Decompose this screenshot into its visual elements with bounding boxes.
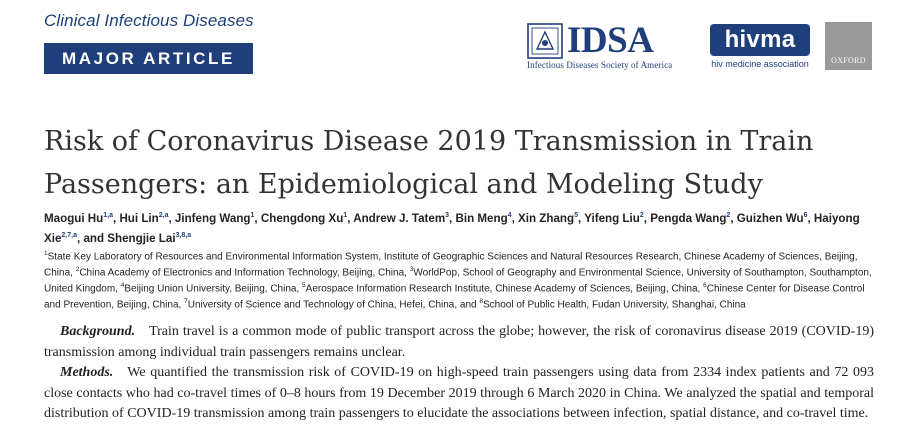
author-name: Yifeng Liu [584, 211, 640, 225]
affiliation-number: 2 [75, 266, 80, 274]
author-affiliation-ref[interactable]: 1,a [103, 212, 113, 219]
abstract [44, 322, 874, 425]
affiliation-text: Aerospace Information Research Institute, Chinese Academy of Sciences, Beijing, China, [305, 283, 704, 295]
idsa-seal-icon [527, 23, 563, 59]
affiliation-text: School of Public Health, Fudan University, Shanghai, China [483, 299, 746, 311]
author-name: Jinfeng Wang [174, 211, 251, 225]
author-affiliation-ref[interactable]: 4 [507, 212, 512, 219]
affiliation-number: 3 [409, 266, 414, 274]
affiliation-number: 4 [120, 282, 125, 290]
affiliation-list [44, 248, 884, 313]
author-name: Guizhen Wu [736, 211, 804, 225]
author-affiliation-ref[interactable]: 1 [343, 212, 348, 219]
abstract-text: Train travel is a common mode of public transport across the globe; however, the risk of coronavirus disease 2019 (COVID-19) transmission among individual train passengers remains unclear. [44, 324, 874, 360]
article-title: Risk of Coronavirus Disease 2019 Transmission in Train Passengers: an Epidemiological and Modeling Study [44, 126, 814, 200]
author-affiliation-ref[interactable]: 3 [445, 212, 450, 219]
affiliation-number: 5 [302, 282, 306, 290]
abstract-heading: Background. [60, 324, 136, 339]
abstract-section [44, 363, 874, 425]
author-name: Chengdong Xu [260, 211, 344, 225]
author-affiliation-ref[interactable]: 2,a [158, 212, 169, 219]
author-name: Andrew J. Tatem [353, 211, 446, 225]
author-name: Haiyong Xie [44, 211, 860, 245]
affiliation-text: Beijing Union University, Beijing, China, [124, 283, 303, 295]
affiliation-text: China Academy of Electronics and Information Technology, Beijing, China, [79, 267, 410, 279]
author-list: Maogui Hu$^{1,a}$, Hui Lin$^{2,a}$, Jinfeng Wang$^1$, Chengdong Xu$^1$, Andrew J. Tatem$^3$, Bin Meng$^4$, Xin Zhang$^5$, Yifeng Liu$^2$, Pengda Wang$^2$, Guizhen Wu$^6$, Haiyong Xie$^{2,7,a}$, and Shengjie Lai$^{3,8,a}$ [44, 211, 860, 245]
author-name: Pengda Wang [650, 211, 727, 225]
journal-name: Clinical Infectious Diseases [44, 11, 254, 30]
abstract-section [44, 322, 874, 363]
affiliation-text: WorldPop, School of Geography and Environmental Science, University of Southampton, Southampton, United Kingdom, [44, 267, 872, 295]
affiliation-text: State Key Laboratory of Resources and Environmental Information System, Institute of Geographic Sciences and Natural Resources Research, Chinese Academy of Sciences, Beijing, China, [44, 251, 858, 279]
affiliation-number: 6 [703, 282, 707, 290]
author-name: Bin Meng [455, 211, 508, 225]
author-affiliation-ref[interactable]: 2,7,a [61, 231, 77, 239]
idsa-logo-word: IDSA [567, 20, 654, 61]
article-type-badge: MAJOR ARTICLE [44, 43, 253, 74]
author-affiliation-ref[interactable]: 5 [574, 212, 578, 219]
abstract-heading: Methods. [60, 365, 114, 381]
author-name: Hui Lin [119, 211, 159, 225]
oxford-logo-word: OXFORD [831, 56, 866, 65]
author-name: Maogui Hu [44, 211, 104, 225]
author-affiliation-ref[interactable]: 2 [726, 212, 731, 219]
affiliation-text: University of Science and Technology of China, Hefei, China, and [187, 299, 480, 311]
author-name: Xin Zhang [518, 211, 575, 225]
author-name: and Shengjie Lai [83, 231, 176, 245]
idsa-logo [527, 22, 699, 74]
affiliation-number: 8 [479, 298, 483, 306]
hivma-logo-word: hivma [710, 24, 810, 56]
affiliation-number: 7 [184, 298, 188, 306]
hivma-tagline: hiv medicine association [711, 59, 809, 69]
abstract-text: We quantified the transmission risk of COVID-19 on high-speed train passengers using data from 2334 index patients and 72 093 close contacts who had co-travel times of 0–8 hours from 19 December 2019 through 6 March 2020 in China. We analyzed the spatial and temporal distribution of COVID-19 transmission among train passengers to elucidate the associations between infection, spatial distance, and co-travel time. [44, 365, 874, 422]
author-affiliation-ref[interactable]: 3,8,a [175, 231, 192, 239]
oxford-logo [825, 22, 872, 70]
affiliation-number: 1 [44, 250, 48, 257]
idsa-tagline: Infectious Diseases Society of America [527, 60, 673, 70]
affiliation-text: Chinese Center for Disease Control and Prevention, Beijing, China, [44, 283, 865, 311]
author-affiliation-ref[interactable]: 1 [250, 212, 255, 219]
author-affiliation-ref[interactable]: 6 [803, 212, 808, 219]
hivma-logo [708, 24, 812, 73]
author-affiliation-ref[interactable]: 2 [639, 212, 644, 219]
